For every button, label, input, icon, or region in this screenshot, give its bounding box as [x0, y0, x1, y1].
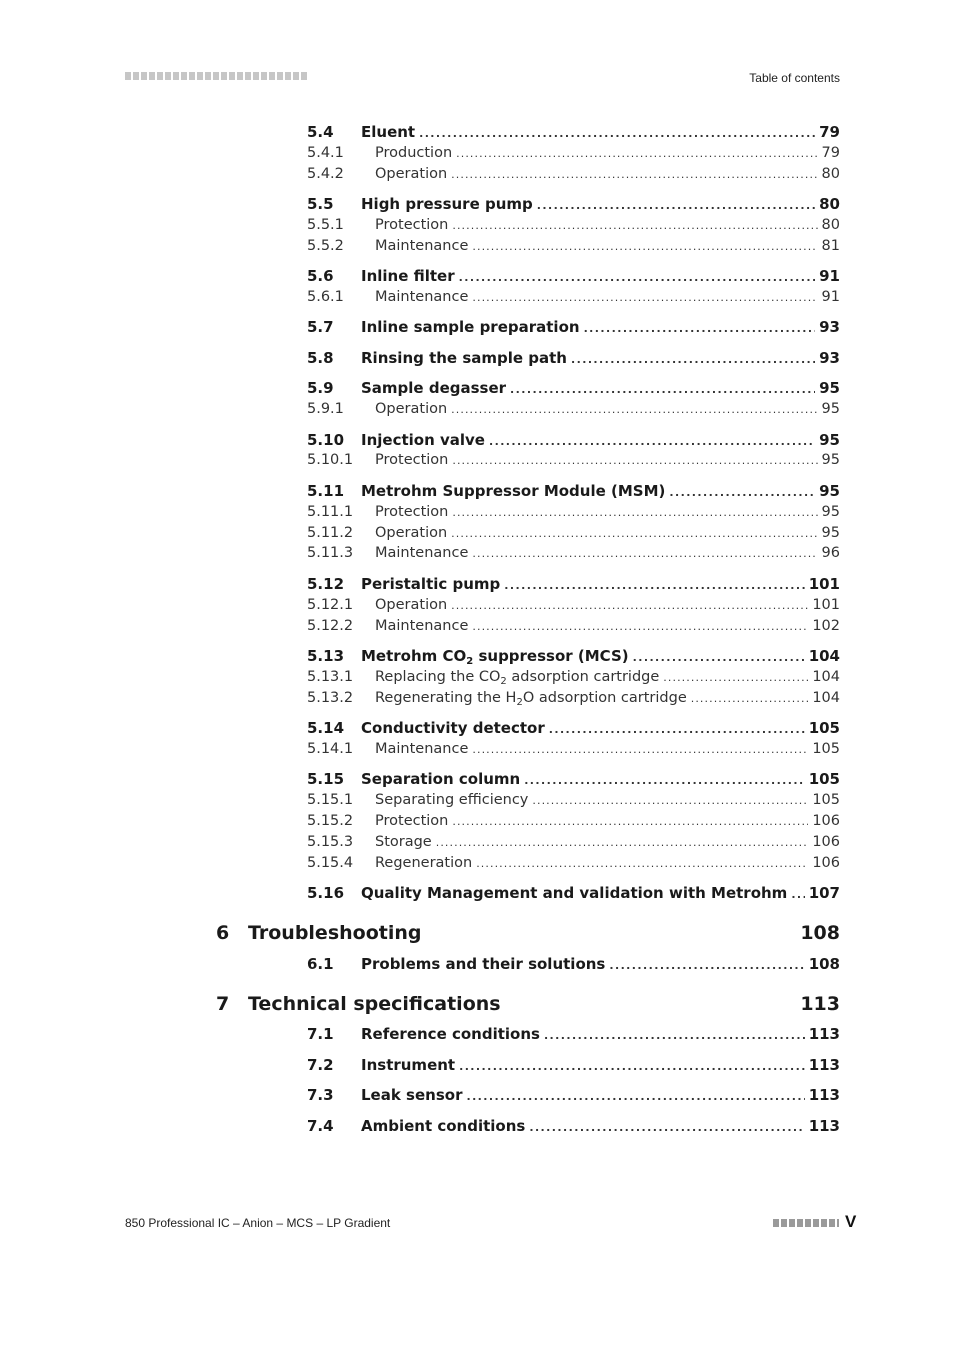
toc-dot-leader	[549, 718, 805, 740]
toc-dot-leader	[472, 616, 808, 637]
toc-dot-leader	[791, 883, 804, 905]
toc-entry-number: 5.13.1	[307, 669, 354, 685]
toc-entry-page: 101	[808, 575, 840, 593]
toc-entry-number: 5.6.1	[307, 289, 344, 305]
toc-entry-page: 106	[812, 813, 840, 829]
toc-entry-title: Operation	[375, 525, 448, 541]
toc-entry-page: 80	[821, 166, 840, 182]
toc-entry-number: 5.11	[307, 482, 345, 500]
toc-entry-page: 95	[821, 504, 840, 520]
toc-entry-title: Maintenance	[375, 289, 469, 305]
toc-entry-page: 91	[819, 267, 840, 285]
toc-entry-number: 5.15.3	[307, 834, 354, 850]
toc-entry-title-rest: adsorption cartridge	[506, 669, 660, 685]
toc-entry-number: 5.9.1	[307, 401, 344, 417]
toc-entry-title: Injection valve	[361, 431, 485, 449]
toc-entry-title: Operation	[375, 166, 448, 182]
toc-entry-title: Maintenance	[375, 238, 469, 254]
toc-dot-leader	[504, 574, 804, 596]
toc-dot-leader	[472, 287, 817, 308]
toc-section-entry[interactable]	[0, 1116, 954, 1136]
toc-entry-title-rest: suppressor (MCS)	[473, 647, 629, 665]
toc-entry-number: 5.12	[307, 575, 345, 593]
toc-entry-page: 80	[819, 195, 840, 213]
toc-entry-title: Storage	[375, 834, 432, 850]
toc-dot-leader	[532, 790, 808, 811]
toc-entry-title: Regeneration	[375, 855, 473, 871]
toc-entry-page: 113	[808, 1056, 840, 1074]
toc-entry-page: 93	[819, 349, 840, 367]
toc-subsection-entry[interactable]	[0, 287, 954, 307]
toc-entry-title: Maintenance	[375, 545, 469, 561]
toc-entry-number: 6.1	[307, 955, 334, 973]
toc-entry-number: 5.4.2	[307, 166, 344, 182]
toc-entry-page: 81	[821, 238, 840, 254]
toc-entry-page: 105	[812, 741, 840, 757]
toc-section-entry[interactable]	[0, 954, 954, 974]
toc-entry-page: 102	[812, 618, 840, 634]
toc-entry-number: 5.11.2	[307, 525, 354, 541]
toc-entry-title: Protection	[375, 504, 449, 520]
toc-entry-page: 107	[808, 884, 840, 902]
toc-subsection-entry[interactable]	[0, 399, 954, 419]
toc-entry-page: 101	[812, 597, 840, 613]
toc-entry-page: 105	[808, 719, 840, 737]
toc-section-entry[interactable]	[0, 481, 954, 501]
toc-subsection-entry[interactable]	[0, 832, 954, 852]
toc-section-entry[interactable]	[0, 646, 954, 666]
toc-dot-leader	[584, 317, 816, 339]
toc-entry-number: 5.7	[307, 318, 334, 336]
toc-entry-title: Maintenance	[375, 741, 469, 757]
toc-entry-title: Reference conditions	[361, 1025, 540, 1043]
footer-decoration	[773, 1219, 839, 1227]
toc-section-entry[interactable]	[0, 348, 954, 368]
toc-entry-title: Operation	[375, 597, 448, 613]
toc-entry-title: Inline sample preparation	[361, 318, 580, 336]
toc-entry-number: 5.5.1	[307, 217, 344, 233]
toc-dot-leader	[466, 1085, 804, 1107]
toc-dot-leader	[451, 399, 817, 420]
toc-entry-title: Rinsing the sample path	[361, 349, 567, 367]
toc-entry-number: 5.4.1	[307, 145, 344, 161]
toc-entry-page: 106	[812, 834, 840, 850]
toc-section-entry[interactable]	[0, 317, 954, 337]
toc-subsection-entry[interactable]	[0, 543, 954, 563]
toc-entry-number: 5.12.2	[307, 618, 354, 634]
toc-dot-leader	[510, 378, 815, 400]
toc-entry-title: Protection	[375, 217, 449, 233]
toc-entry-title: Replacing the CO	[375, 669, 501, 685]
toc-chapter-entry[interactable]	[0, 991, 954, 1017]
running-header-title: Table of contents	[749, 71, 840, 85]
toc-entry-title: Leak sensor	[361, 1086, 463, 1104]
toc-subsection-entry[interactable]	[0, 667, 954, 687]
toc-entry-page: 113	[808, 1117, 840, 1135]
toc-entry-title: Problems and their solutions	[361, 955, 606, 973]
toc-dot-leader	[609, 954, 804, 976]
footer-page-number: V	[845, 1212, 857, 1231]
toc-section-entry[interactable]	[0, 574, 954, 594]
toc-dot-leader	[452, 811, 808, 832]
toc-subsection-entry[interactable]	[0, 523, 954, 543]
footer-product-name: 850 Professional IC – Anion – MCS – LP Gradient	[125, 1216, 391, 1230]
toc-entry-page: 104	[808, 647, 840, 665]
toc-chapter-page: 108	[800, 922, 840, 944]
toc-dot-leader	[529, 1116, 804, 1138]
toc-entry-number: 5.11.1	[307, 504, 354, 520]
toc-subsection-entry[interactable]	[0, 164, 954, 184]
toc-entry-page: 106	[812, 855, 840, 871]
toc-entry-title: Production	[375, 145, 453, 161]
toc-chapter-page: 113	[800, 993, 840, 1015]
toc-section-entry[interactable]	[0, 1024, 954, 1044]
toc-section-entry[interactable]	[0, 266, 954, 286]
toc-entry-page: 105	[808, 770, 840, 788]
toc-chapter-number: 6	[216, 922, 230, 944]
toc-entry-page: 95	[819, 379, 840, 397]
toc-subsection-entry[interactable]	[0, 790, 954, 810]
toc-dot-leader	[451, 595, 808, 616]
toc-subsection-entry[interactable]	[0, 502, 954, 522]
toc-section-entry[interactable]	[0, 430, 954, 450]
toc-section-entry[interactable]	[0, 1085, 954, 1105]
toc-entry-number: 7.4	[307, 1117, 334, 1135]
toc-dot-leader	[456, 143, 817, 164]
toc-dot-leader	[452, 450, 817, 471]
toc-entry-page: 80	[821, 217, 840, 233]
toc-section-entry[interactable]	[0, 378, 954, 398]
toc-section-entry[interactable]	[0, 122, 954, 142]
toc-dot-leader	[544, 1024, 805, 1046]
toc-entry-page: 93	[819, 318, 840, 336]
toc-entry-title: Sample degasser	[361, 379, 507, 397]
toc-section-entry[interactable]	[0, 718, 954, 738]
toc-entry-subscript: 2	[500, 676, 507, 687]
toc-entry-title: Separation column	[361, 770, 521, 788]
toc-entry-number: 5.5.2	[307, 238, 344, 254]
toc-entry-title: Separating efficiency	[375, 792, 529, 808]
toc-entry-title: Protection	[375, 813, 449, 829]
toc-dot-leader	[451, 523, 817, 544]
toc-entry-number: 5.15.2	[307, 813, 354, 829]
toc-entry-number: 5.6	[307, 267, 334, 285]
toc-entry-title: High pressure pump	[361, 195, 533, 213]
toc-dot-leader	[472, 543, 817, 564]
toc-subsection-entry[interactable]	[0, 688, 954, 708]
toc-entry-page: 105	[812, 792, 840, 808]
toc-entry-title: Peristaltic pump	[361, 575, 501, 593]
toc-entry-number: 5.15.4	[307, 855, 354, 871]
toc-section-entry[interactable]	[0, 769, 954, 789]
toc-entry-page: 79	[821, 145, 840, 161]
toc-entry-page: 108	[808, 955, 840, 973]
toc-entry-title: Instrument	[361, 1056, 456, 1074]
toc-entry-page: 113	[808, 1025, 840, 1043]
toc-entry-page: 96	[821, 545, 840, 561]
toc-dot-leader	[669, 481, 815, 503]
toc-entry-title-rest: O adsorption cartridge	[522, 690, 687, 706]
toc-entry-number: 5.15.1	[307, 792, 354, 808]
toc-entry-title: Metrohm CO	[361, 647, 467, 665]
toc-section-entry[interactable]	[0, 1055, 954, 1075]
toc-entry-page: 95	[821, 401, 840, 417]
toc-entry-number: 7.3	[307, 1086, 334, 1104]
toc-entry-title: Maintenance	[375, 618, 469, 634]
toc-entry-number: 7.1	[307, 1025, 334, 1043]
header-decoration	[125, 72, 307, 80]
toc-subsection-entry[interactable]	[0, 143, 954, 163]
toc-dot-leader	[476, 853, 808, 874]
toc-entry-number: 5.16	[307, 884, 345, 902]
toc-chapter-number: 7	[216, 993, 230, 1015]
toc-entry-number: 5.14.1	[307, 741, 354, 757]
toc-dot-leader	[691, 688, 809, 709]
toc-entry-title: Regenerating the H	[375, 690, 517, 706]
toc-dot-leader	[571, 348, 815, 370]
toc-dot-leader	[524, 769, 804, 791]
toc-entry-subscript: 2	[516, 697, 523, 708]
toc-dot-leader	[452, 502, 817, 523]
toc-subsection-entry[interactable]	[0, 616, 954, 636]
toc-entry-title: Conductivity detector	[361, 719, 545, 737]
toc-chapter-entry[interactable]	[0, 920, 954, 946]
toc-subsection-entry[interactable]	[0, 236, 954, 256]
toc-entry-number: 5.13.2	[307, 690, 354, 706]
toc-dot-leader	[489, 430, 815, 452]
toc-dot-leader	[472, 236, 817, 257]
toc-entry-page: 95	[821, 525, 840, 541]
toc-entry-number: 5.15	[307, 770, 345, 788]
toc-entry-subscript: 2	[466, 656, 474, 667]
toc-section-entry[interactable]	[0, 883, 954, 903]
toc-entry-page: 95	[819, 431, 840, 449]
toc-dot-leader	[472, 739, 808, 760]
toc-entry-number: 5.10.1	[307, 452, 354, 468]
toc-entry-title: Eluent	[361, 123, 416, 141]
toc-subsection-entry[interactable]	[0, 853, 954, 873]
toc-entry-page: 95	[819, 482, 840, 500]
toc-dot-leader	[452, 215, 817, 236]
toc-entry-number: 5.14	[307, 719, 345, 737]
toc-chapter-title: Technical specifications	[248, 993, 501, 1015]
toc-entry-number: 5.5	[307, 195, 334, 213]
toc-entry-number: 5.11.3	[307, 545, 354, 561]
toc-subsection-entry[interactable]	[0, 811, 954, 831]
toc-dot-leader	[436, 832, 809, 853]
toc-dot-leader	[459, 266, 816, 288]
toc-subsection-entry[interactable]	[0, 595, 954, 615]
toc-entry-number: 5.12.1	[307, 597, 354, 613]
toc-entry-title: Operation	[375, 401, 448, 417]
toc-entry-page: 91	[821, 289, 840, 305]
toc-entry-title: Ambient conditions	[361, 1117, 526, 1135]
toc-subsection-entry[interactable]	[0, 739, 954, 759]
toc-entry-number: 5.4	[307, 123, 334, 141]
toc-entry-title: Metrohm Suppressor Module (MSM)	[361, 482, 666, 500]
toc-dot-leader	[537, 194, 815, 216]
toc-entry-number: 5.8	[307, 349, 334, 367]
toc-entry-page: 79	[819, 123, 840, 141]
toc-entry-title: Quality Management and validation with Metrohm	[361, 884, 788, 902]
toc-entry-page: 95	[821, 452, 840, 468]
toc-entry-title: Inline filter	[361, 267, 455, 285]
toc-dot-leader	[663, 667, 808, 688]
toc-entry-page: 113	[808, 1086, 840, 1104]
toc-subsection-entry[interactable]	[0, 450, 954, 470]
toc-entry-number: 5.10	[307, 431, 345, 449]
toc-entry-page: 104	[812, 690, 840, 706]
toc-section-entry[interactable]	[0, 194, 954, 214]
toc-entry-number: 5.9	[307, 379, 334, 397]
toc-entry-page: 104	[812, 669, 840, 685]
toc-subsection-entry[interactable]	[0, 215, 954, 235]
toc-entry-number: 5.13	[307, 647, 345, 665]
toc-dot-leader	[419, 122, 815, 144]
toc-chapter-title: Troubleshooting	[248, 922, 422, 944]
toc-entry-number: 7.2	[307, 1056, 334, 1074]
toc-entry-title: Protection	[375, 452, 449, 468]
toc-dot-leader	[459, 1055, 805, 1077]
toc-dot-leader	[633, 646, 805, 668]
toc-dot-leader	[451, 164, 817, 185]
